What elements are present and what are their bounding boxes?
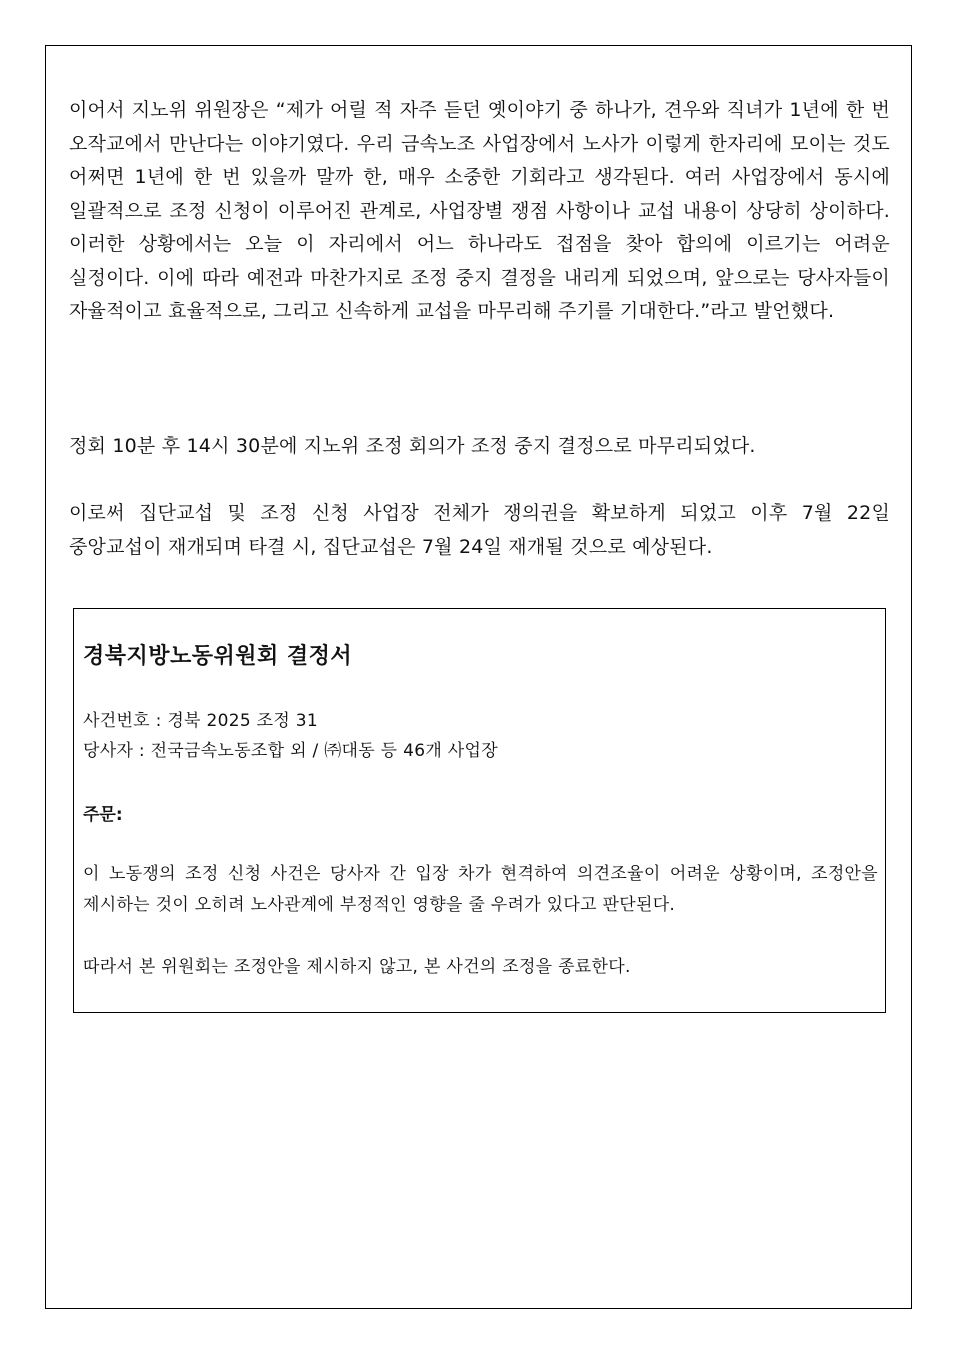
decision-title: 경북지방노동위원회 결정서 [83, 644, 353, 669]
article-paragraph-meeting-end: 정회 10분 후 14시 30분에 지노위 조정 회의가 조정 중지 결정으로 마무리되었다. [69, 435, 756, 457]
decision-document-box [73, 608, 886, 1013]
order-text-reason: 이 노동쟁의 조정 신청 사건은 당사자 간 입장 차가 현격하여 의견조율이 어려운 상황이며, 조정안을 제시하는 것이 오히려 노사관계에 부정적인 영향을 줄 우려가 있다고 판단된다. [83, 864, 878, 915]
case-number: 사건번호 : 경북 2025 조정 31 [83, 711, 319, 731]
article-paragraph-chair-remarks: 이어서 지노위 위원장은 “제가 어릴 적 자주 듣던 옛이야기 중 하나가, 견우와 직녀가 1년에 한 번 오작교에서 만난다는 이야기였다. 우리 금속노조 사업장에서 노사가 이렇게 한자리에 모이는 것도 어쩌면 1년에 한 번 있을까 말까 한, 매우 소중한 기회라고 생각된다. 여러 사업장에서 동시에 일괄적으로 조정 신청이 이루어진 관계로, 사업장별 쟁점 사항이나 교섭 내용이 상당히 상이하다. 이러한 상황에서는 오늘 이 자리에서 어느 하나라도 접점을 찾아 합의에 이르기는 어려운 실정이다. 이에 따라 예전과 마찬가지로 조정 중지 결정을 내리게 되었으며, 앞으로는 당사자들이 자율적이고 효율적으로, 그리고 신속하게 교섭을 마무리해 주기를 기대한다.”라고 발언했다. [69, 99, 890, 322]
order-label: 주문: [83, 805, 123, 825]
order-text-conclusion: 따라서 본 위원회는 조정안을 제시하지 않고, 본 사건의 조정을 종료한다. [83, 957, 631, 977]
article-paragraph-outlook: 이로써 집단교섭 및 조정 신청 사업장 전체가 쟁의권을 확보하게 되었고 이후 7월 22일 중앙교섭이 재개되며 타결 시, 집단교섭은 7월 24일 재개될 것으로 예상된다. [69, 502, 890, 558]
case-parties: 당사자 : 전국금속노동조합 외 / ㈜대동 등 46개 사업장 [83, 741, 498, 761]
